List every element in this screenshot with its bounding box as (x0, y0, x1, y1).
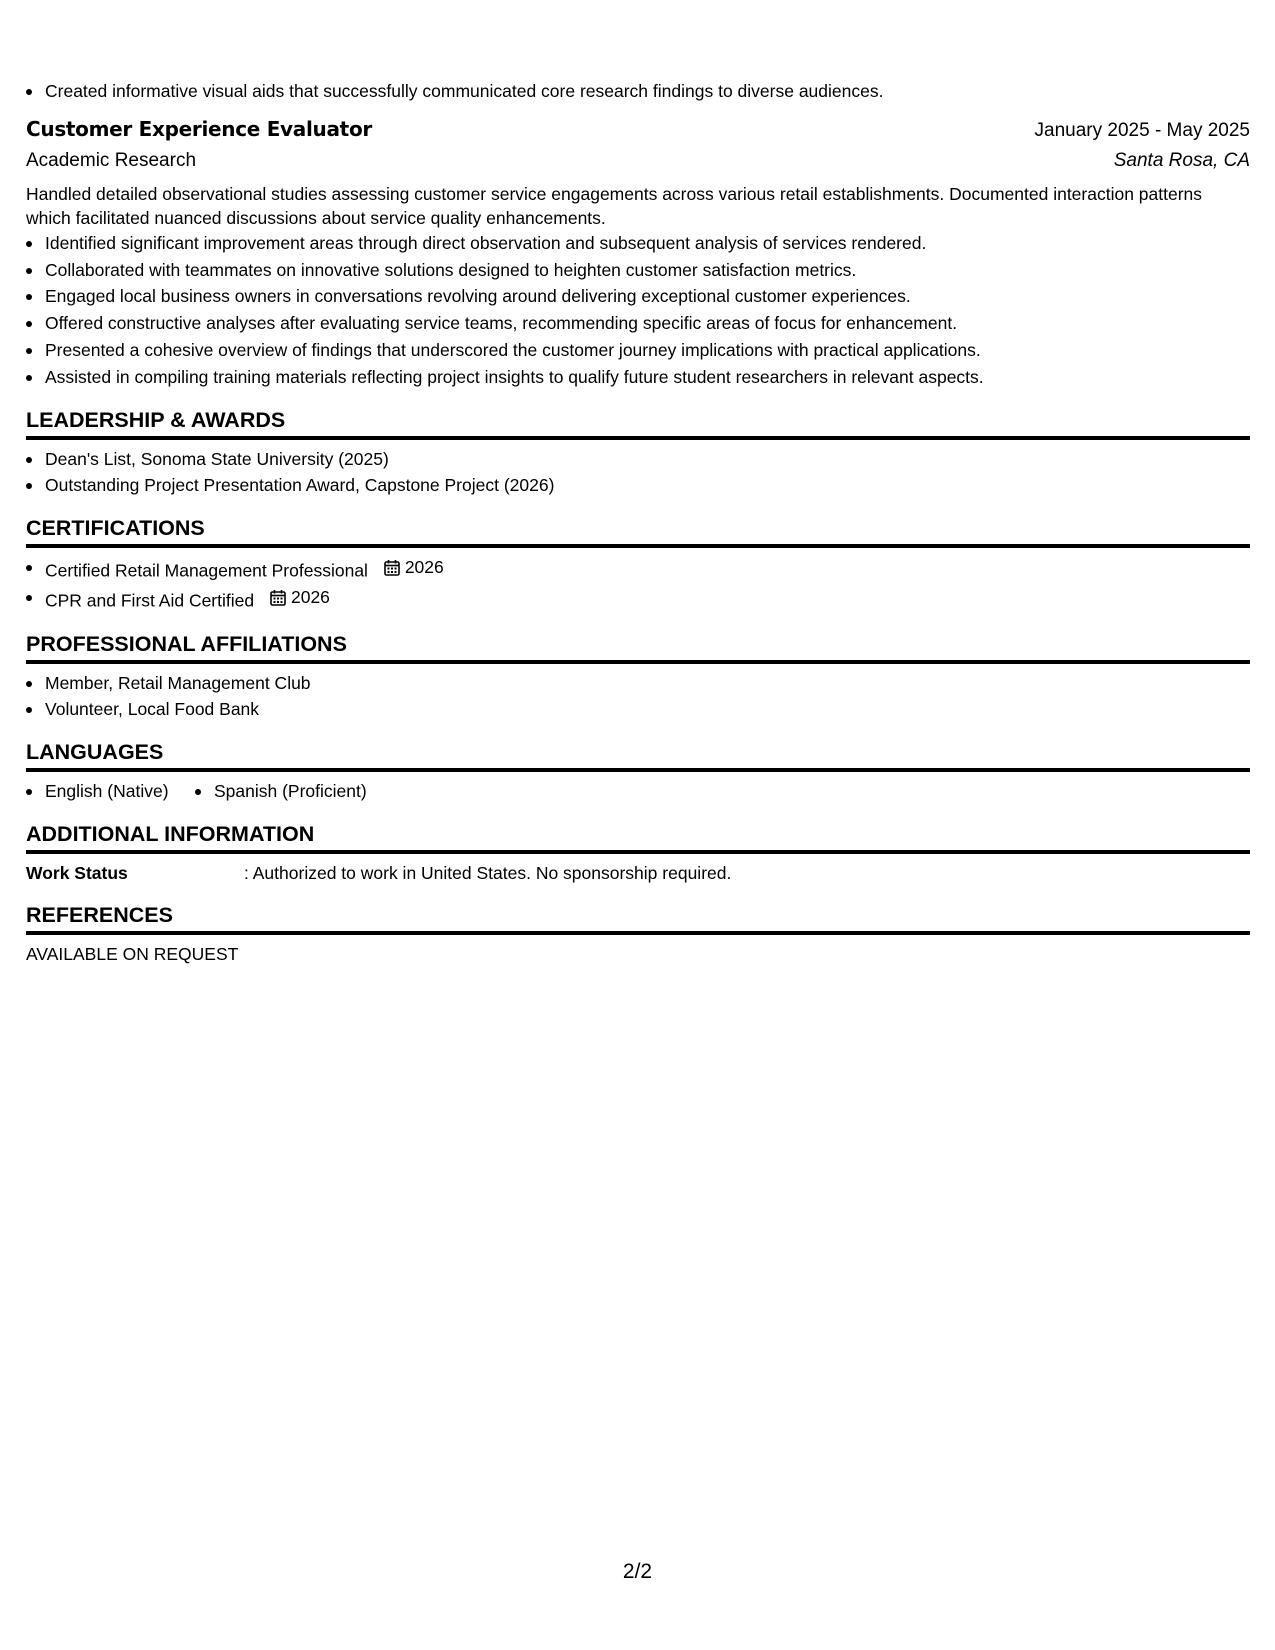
affiliations-list (26, 670, 1250, 724)
list-item: Presented a cohesive overview of findings that underscored the customer journey implications with practical applications. (26, 337, 1250, 364)
job-location: Santa Rosa, CA (1113, 149, 1250, 171)
certification-year: 2026 (404, 557, 444, 578)
certification-date (383, 554, 444, 581)
certification-name: Certified Retail Management Professional (45, 560, 368, 581)
certifications-list (26, 554, 1250, 614)
list-item: Engaged local business owners in conversations revolving around delivering exceptional customer experiences. (26, 283, 1250, 310)
additional-info-section (26, 821, 1250, 886)
work-status-row (26, 860, 1250, 886)
list-item: Collaborated with teammates on innovative solutions designed to heighten customer satisfaction metrics. (26, 257, 1250, 284)
section-heading: CERTIFICATIONS (26, 515, 1250, 548)
language-item: English (Native) (26, 778, 169, 805)
list-item: Outstanding Project Presentation Award, Capstone Project (2026) (26, 472, 1250, 499)
certification-item (26, 554, 1250, 584)
certifications-section (26, 515, 1250, 614)
certification-date (269, 584, 330, 611)
list-item: Member, Retail Management Club (26, 670, 1250, 697)
work-status-value: : Authorized to work in United States. No sponsorship required. (244, 862, 732, 883)
job-entry (26, 114, 1250, 391)
list-item: Created informative visual aids that successfully communicated core research findings to diverse audiences. (26, 78, 1250, 105)
list-item: Offered constructive analyses after evaluating service teams, recommending specific areas of focus for enhancement. (26, 310, 1250, 337)
work-status-label: Work Status (26, 862, 128, 883)
section-heading: ADDITIONAL INFORMATION (26, 821, 1250, 854)
job-description: Handled detailed observational studies assessing customer service engagements across various retail establishments. Documented interaction patterns which facilitated nuanced discussions about service quality enhancements. (26, 183, 1203, 228)
list-item: Identified significant improvement areas through direct observation and subsequent analysis of services rendered. (26, 230, 1250, 257)
section-heading: LEADERSHIP & AWARDS (26, 407, 1250, 440)
certification-name: CPR and First Aid Certified (45, 590, 255, 611)
section-heading: LANGUAGES (26, 739, 1250, 772)
list-item: Dean's List, Sonoma State University (2025) (26, 446, 1250, 473)
certification-year: 2026 (290, 587, 330, 608)
affiliations-section (26, 631, 1250, 724)
job-bullets (26, 230, 1250, 391)
resume-page-content (26, 78, 1250, 967)
job-dates: January 2025 - May 2025 (1034, 119, 1250, 141)
calendar-icon (269, 589, 287, 607)
section-heading: REFERENCES (26, 902, 1250, 935)
languages-list (26, 778, 1250, 805)
job-header (26, 114, 1250, 146)
list-item: Volunteer, Local Food Bank (26, 696, 1250, 723)
previous-job-bullets (26, 78, 1250, 105)
languages-section (26, 739, 1250, 805)
job-organization: Academic Research (26, 149, 197, 171)
references-text: AVAILABLE ON REQUEST (26, 943, 239, 964)
leadership-section (26, 407, 1250, 500)
leadership-list (26, 446, 1250, 500)
list-item: Assisted in compiling training materials reflecting project insights to qualify future student researchers in relevant aspects. (26, 364, 1250, 391)
job-title: Customer Experience Evaluator (26, 116, 372, 141)
certification-item (26, 584, 1250, 614)
calendar-icon (383, 559, 401, 577)
references-section (26, 902, 1250, 967)
job-subheader (26, 146, 1250, 176)
section-heading: PROFESSIONAL AFFILIATIONS (26, 631, 1250, 664)
language-item: Spanish (Proficient) (195, 778, 367, 805)
page-number: 2/2 (622, 1560, 653, 1583)
